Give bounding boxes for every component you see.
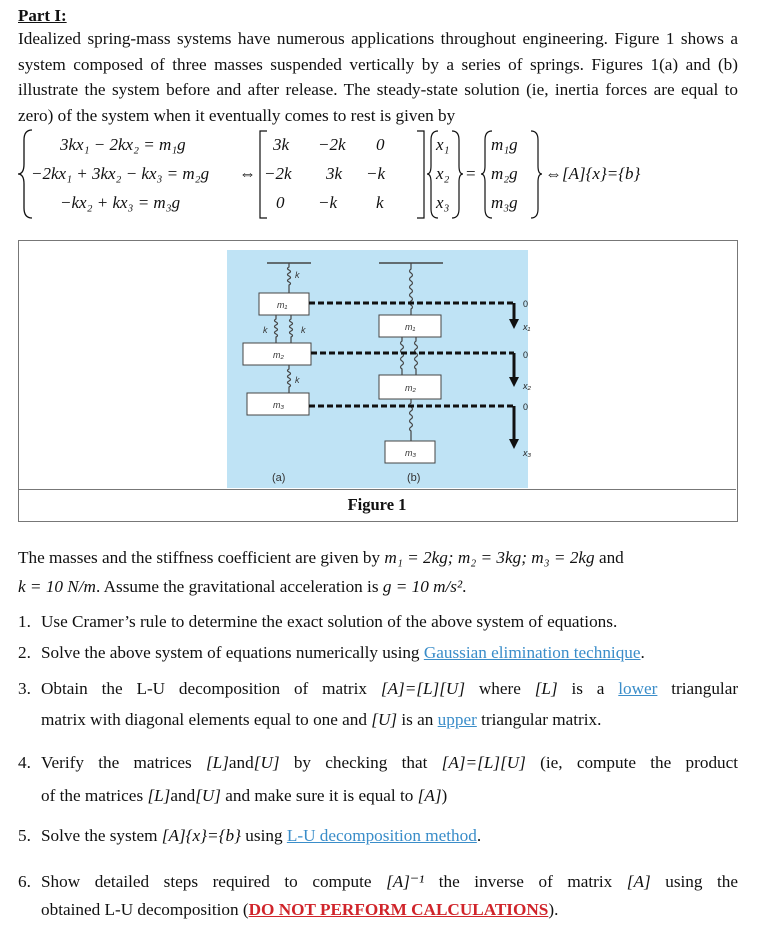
k-label: k bbox=[295, 375, 300, 385]
x3-label: x₃ bbox=[523, 448, 532, 458]
equation-3: −kx₂ + kx₃ = m₃g bbox=[60, 193, 181, 212]
equation-1: 3kx₁ − 2kx₂ = m₁g bbox=[60, 135, 186, 154]
b-vector-entry: m₁g bbox=[491, 135, 518, 154]
k-label: k bbox=[263, 325, 268, 335]
equation-2: −2kx₁ + 3kx₂ − kx₃ = m₂g bbox=[31, 164, 210, 183]
matrix-cell: 0 bbox=[276, 193, 285, 212]
matrix-cell: 3k bbox=[273, 135, 290, 154]
k-label: k bbox=[295, 270, 300, 280]
figure-caption: Figure 1 bbox=[347, 495, 407, 514]
k-label: k bbox=[301, 325, 306, 335]
matrix-right-bracket bbox=[417, 131, 424, 218]
lower-link[interactable]: lower bbox=[618, 679, 658, 698]
mass-values: m₁ = 2kg; m₂ = 3kg; m₃ = 2kg bbox=[384, 548, 595, 567]
b-vector-entry: m₂g bbox=[491, 164, 518, 183]
m2-label: m₂ bbox=[273, 350, 284, 360]
x-vector-right-brace bbox=[452, 131, 463, 218]
matrix-cell: −2k bbox=[318, 135, 346, 154]
figure-caption-row bbox=[18, 489, 736, 520]
stiffness-value: k = 10 N/m bbox=[18, 577, 96, 596]
spring-mass-diagram bbox=[19, 241, 737, 489]
zero-label: 0 bbox=[523, 402, 529, 412]
upper-link[interactable]: upper bbox=[437, 710, 477, 729]
m3-label: m₃ bbox=[273, 400, 285, 410]
matrix-cell: k bbox=[376, 193, 384, 212]
equivalence-sign: ⇔ bbox=[239, 164, 256, 183]
gaussian-elimination-link[interactable]: Gaussian elimination technique bbox=[423, 643, 641, 662]
label-a: (a) bbox=[272, 472, 286, 484]
lu-decomposition-link[interactable]: L-U decomposition method bbox=[286, 826, 477, 845]
zero-label: 0 bbox=[523, 299, 529, 309]
m3-label: m₃ bbox=[405, 448, 417, 458]
matrix-cell: −2k bbox=[264, 164, 292, 183]
matrix-form: ⇔[A]{x}={b} bbox=[545, 164, 641, 183]
matrix-cell: 3k bbox=[326, 164, 343, 183]
gravity-value: g = 10 m/s² bbox=[382, 577, 463, 596]
b-vector-right-brace bbox=[531, 131, 542, 218]
x1-label: x₁ bbox=[523, 322, 531, 332]
matrix-cell: −k bbox=[366, 164, 386, 183]
equation-graphic bbox=[18, 128, 740, 220]
intro-paragraph: Idealized spring-mass systems have numerous applications throughout engineering. Figure 1 shows a system composed of three masses suspended vertically by a series of springs. Figures 1(a) and (b) illustrate the system before and after release. The steady-state solution (ie, inertia forces are equal to zero) of the system when it eventually comes to rest is given by bbox=[18, 29, 739, 125]
zero-label: 0 bbox=[523, 350, 529, 360]
figure-box bbox=[18, 240, 738, 522]
given-line-2: k = 10 N/m. Assume the gravitational acceleration is g = 10 m/s². bbox=[18, 577, 467, 596]
part-title: Part I: bbox=[18, 6, 67, 25]
matrix-cell: 0 bbox=[376, 135, 385, 154]
matrix-cell: −k bbox=[318, 193, 338, 212]
m1-label: m₁ bbox=[277, 300, 288, 310]
m2-label: m₂ bbox=[405, 383, 416, 393]
equation-system bbox=[18, 128, 740, 220]
x-vector-entry: x₂ bbox=[436, 164, 450, 183]
left-brace bbox=[18, 130, 32, 218]
m1-label: m₁ bbox=[405, 322, 416, 332]
label-b: (b) bbox=[407, 472, 421, 484]
x-vector-entry: x₃ bbox=[436, 193, 450, 212]
given-line-1: The masses and the stiffness coefficient are given by m₁ = 2kg; m₂ = 3kg; m₃ = 2kg and bbox=[18, 548, 624, 567]
equals-sign: = bbox=[466, 164, 476, 183]
b-vector-entry: m₃g bbox=[491, 193, 518, 212]
diagram-panel bbox=[227, 250, 528, 488]
x-vector-entry: x₁ bbox=[436, 135, 450, 154]
x2-label: x₂ bbox=[523, 381, 531, 391]
do-not-calculate-warning: DO NOT PERFORM CALCULATIONS bbox=[248, 900, 549, 919]
